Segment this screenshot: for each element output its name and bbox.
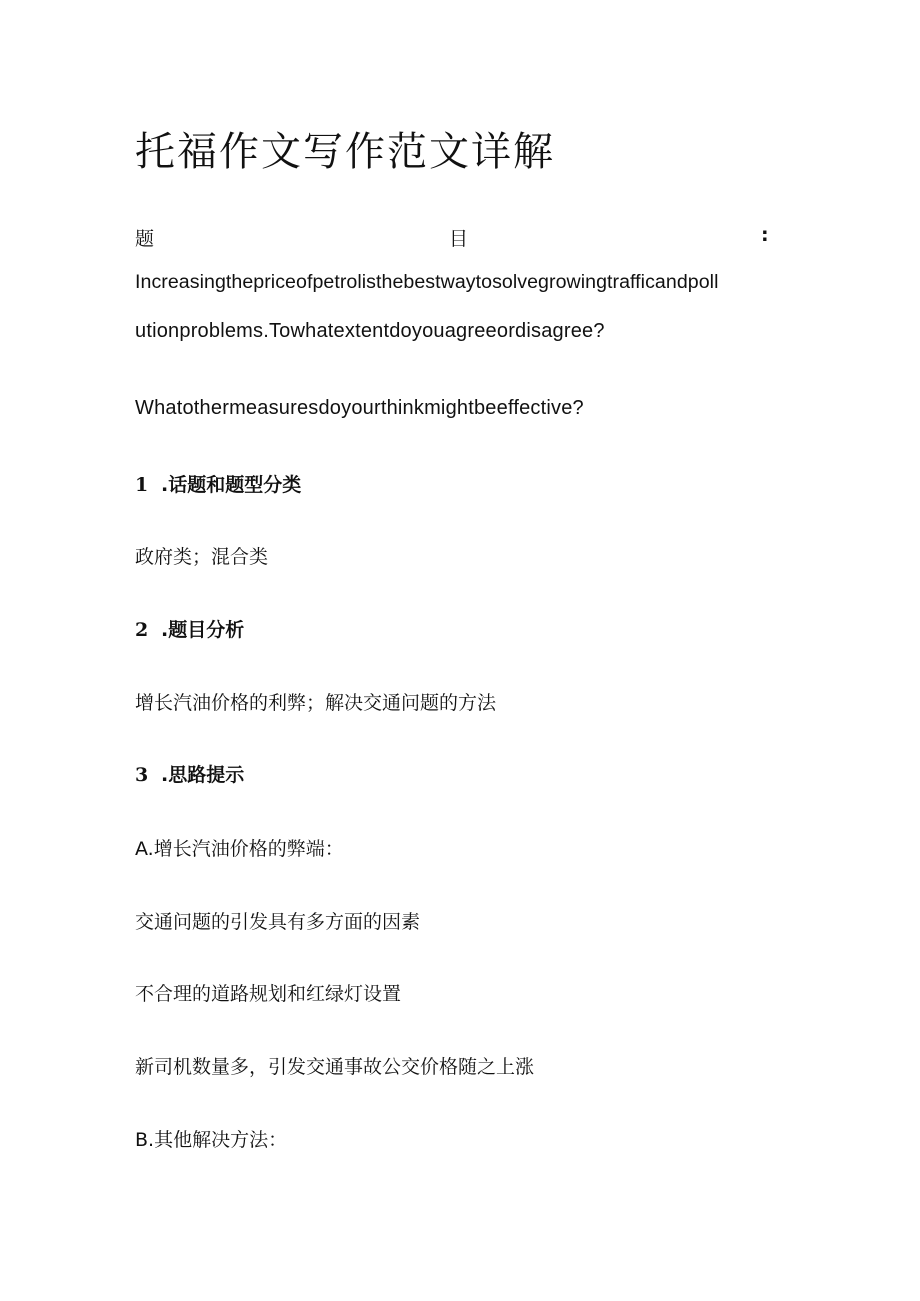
body-line: 新司机数量多，引发交通事故公交价格随之上涨: [135, 1056, 535, 1078]
prompt-label-char-2: 目: [449, 228, 469, 250]
prompt-label-char-1: 题: [135, 228, 155, 250]
prompt-line: Increasingthepriceofpetrolisthebestwaytosolvegrowingtrafficandpoll: [135, 271, 719, 293]
prompt-question: Whatothermeasuresdoyourthinkmightbeeffective?: [135, 397, 584, 419]
prompt-label: [135, 224, 775, 252]
section-heading-1: [135, 470, 301, 497]
section-heading-text: .话题和题型分类: [161, 474, 302, 496]
body-line: A.增长汽油价格的弊端：: [135, 838, 344, 860]
body-line: B.其他解决方法：: [135, 1129, 288, 1151]
body-line: 交通问题的引发具有多方面的因素: [135, 911, 421, 933]
document-title: 托福作文写作范文详解: [135, 129, 555, 175]
section-number: 1: [135, 474, 149, 496]
section-number: 2: [135, 619, 149, 641]
section-heading-3: [135, 760, 244, 787]
section-number: 3: [135, 764, 149, 786]
prompt-line: utionproblems.Towhatextentdoyouagreeordisagree?: [135, 320, 605, 342]
section-heading-text: .题目分析: [161, 619, 245, 641]
body-line: 增长汽油价格的利弊；解决交通问题的方法: [135, 692, 497, 714]
section-heading-text: .思路提示: [161, 764, 245, 786]
body-line: 不合理的道路规划和红绿灯设置: [135, 983, 402, 1005]
section-heading-2: [135, 615, 244, 642]
prompt-label-colon: :: [761, 224, 769, 246]
body-line: 政府类；混合类: [135, 546, 269, 568]
